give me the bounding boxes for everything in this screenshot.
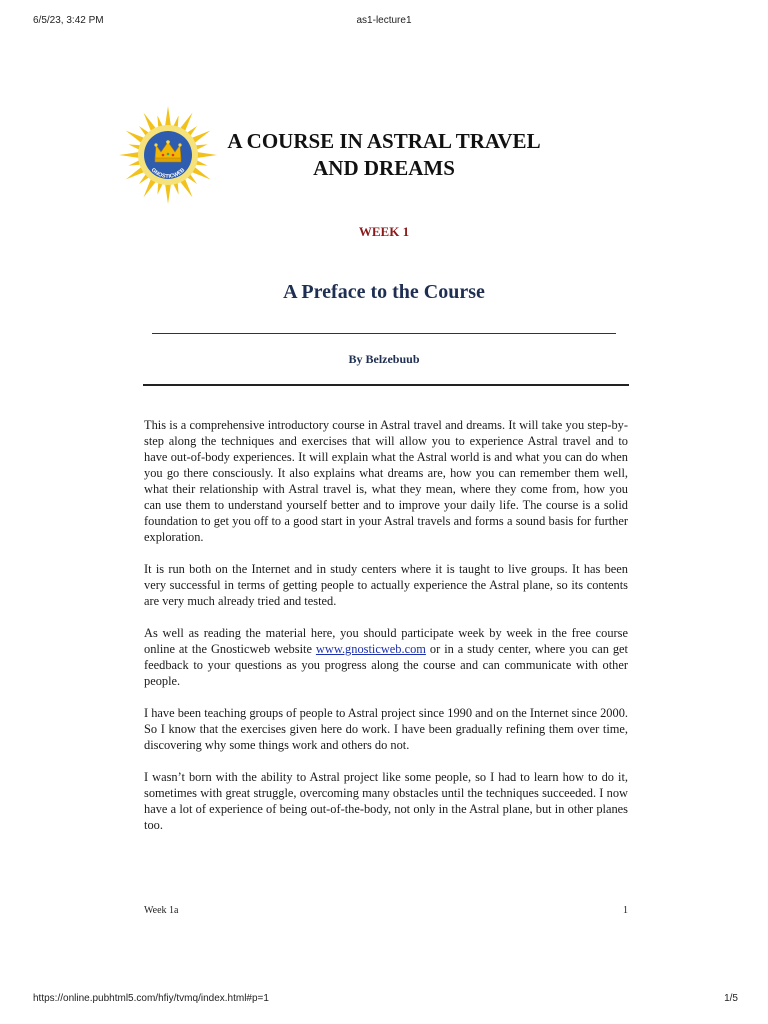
sun-ray [119, 152, 140, 158]
divider-thick [143, 384, 629, 386]
paragraph-3 [144, 625, 628, 689]
paragraph-2: It is run both on the Internet and in study centers where it is taught to live groups. It has been very successful in terms of getting people to actually experience the Astral plane, so its contents are very much already tried and tested. [144, 562, 628, 608]
sun-ray [165, 106, 171, 127]
gnosticweb-link[interactable]: www.gnosticweb.com [315, 642, 426, 656]
print-date: 6/5/23, 3:42 PM [33, 15, 104, 26]
preface-heading: A Preface to the Course [283, 281, 485, 303]
body-text [144, 417, 628, 849]
paragraph-3-after: or in a study center, where you can get feedback to your questions as you progress along the course and can communicate with other people. [144, 642, 628, 688]
paragraph-5: I wasn’t born with the ability to Astral project like some people, so I had to learn how to do it, sometimes with great struggle, overcoming many obstacles until the techniques succeeded. I now have a lot of experience of being out-of-the-body, not only in the Astral plane, but in other planes too. [144, 770, 628, 832]
course-title-line-1: A COURSE IN ASTRAL TRAVEL [227, 129, 541, 153]
paragraph-3-before: As well as reading the material here, you should participate week by week in the free course online at the Gnosticweb website [144, 626, 628, 656]
paragraph-1: This is a comprehensive introductory course in Astral travel and dreams. It will take you step-by-step along the techniques and exercises that will allow you to experience Astral travel and to have out-of-body experiences. It will explain what the Astral world is and what you can do when you go there consciously. It also explains what dreams are, how you can remember them well, what their relationship with Astral travel is, what they mean, where they come from, how you can use them to understand yourself better and to improve your daily life. The course is a solid foundation to get you off to a good start in your Astral travels and forms a sound basis for further exploration. [144, 418, 628, 544]
print-header [0, 15, 768, 29]
page-label: Week 1a [144, 905, 179, 916]
sun-ray [165, 183, 171, 204]
print-url: https://online.pubhtml5.com/hfiy/tvmq/index.html#p=1 [33, 993, 269, 1004]
print-footer [0, 993, 768, 1007]
print-page-count: 1/5 [724, 993, 738, 1004]
print-doc-title: as1-lecture1 [356, 15, 412, 26]
page-number: 1 [623, 905, 628, 916]
paragraph-4: I have been teaching groups of people to Astral project since 1990 and on the Internet since 2000. So I know that the exercises given here do work. I have been gradually refining them over time, discovering why some things work and others do not. [144, 706, 628, 752]
course-title-line-2: AND DREAMS [313, 156, 455, 180]
week-label: WEEK 1 [358, 224, 410, 239]
author-byline: By Belzebuub [348, 352, 420, 366]
course-title [200, 128, 568, 182]
divider-thin [152, 333, 616, 334]
logo-text: GNOSTICWEB [149, 167, 187, 180]
